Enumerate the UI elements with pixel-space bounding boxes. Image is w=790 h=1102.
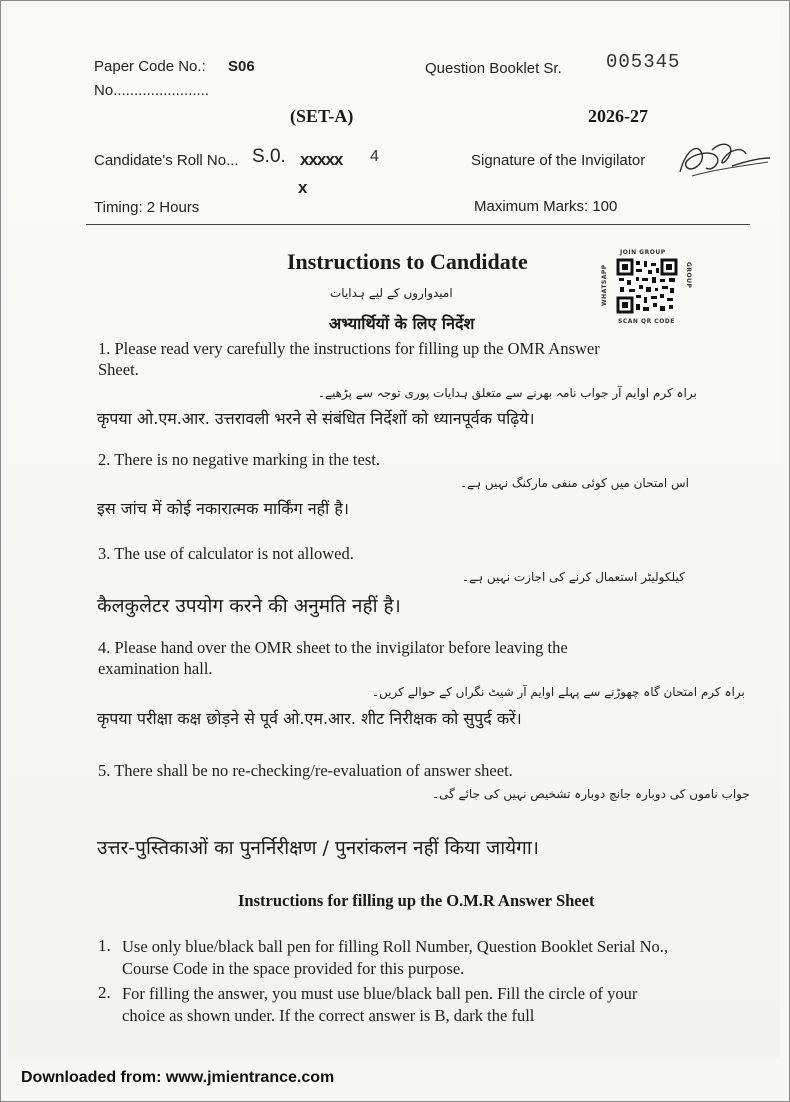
omr-section-heading: Instructions for filling up the O.M.R Answer Sheet — [238, 891, 595, 910]
booklet-serial: 005345 — [606, 51, 681, 73]
qr-top-text: JOIN GROUP — [620, 249, 666, 256]
qr-right-text: GROUP — [685, 262, 692, 289]
instruction-3-english: 3. The use of calculator is not allowed. — [98, 544, 354, 563]
instruction-1-english-line1: 1. Please read very carefully the instructions for filling up the OMR Answer — [98, 339, 600, 358]
roll-number-extra: x — [298, 178, 308, 197]
roll-number-label: Candidate's Roll No... — [94, 152, 239, 169]
qr-bottom-text: SCAN QR CODE — [618, 318, 675, 325]
instruction-4-english-line1: 4. Please hand over the OMR sheet to the invigilator before leaving the — [98, 638, 568, 657]
session-year: 2026-27 — [588, 106, 648, 126]
instruction-1-urdu: براہ کرم اوایم آر جواب نامہ بھرنے سے متعلق ہدایات پوری توجہ سے پڑھیے۔ — [318, 386, 697, 400]
instruction-5-urdu: جواب ناموں کی دوبارہ جانچ دوبارہ تشخیص نہیں کی جائے گی۔ — [432, 787, 750, 801]
instructions-title: Instructions to Candidate — [287, 249, 528, 274]
paper-code-value: S06 — [228, 58, 255, 75]
header-divider — [86, 224, 750, 225]
instructions-title-urdu: امیدواروں کے لیے ہدایات — [330, 286, 453, 300]
qr-left-text: WHATSAPP — [601, 264, 608, 306]
instruction-4-hindi: कृपया परीक्षा कक्ष छोड़ने से पूर्व ओ.एम.आर. शीट निरीक्षक को सुपुर्द करें। — [97, 709, 522, 728]
instruction-4-english-line2: examination hall. — [98, 659, 213, 678]
invigilator-signature-label: Signature of the Invigilator — [471, 152, 646, 169]
instruction-1-hindi: कृपया ओ.एम.आर. उत्तरावली भरने से संबंधित निर्देशों को ध्यानपूर्वक पढ़िये। — [97, 409, 535, 428]
instruction-2-urdu: اس امتحان میں کوئی منفی مارکنگ نہیں ہے۔ — [460, 476, 690, 490]
download-source: Downloaded from: www.jmientrance.com — [21, 1069, 335, 1086]
omr-item-1-text: Use only blue/black ball pen for filling Roll Number, Question Booklet Serial No., Course Code in the space provided for this purpose. — [122, 937, 669, 978]
paper-code-continuation: No....................... — [94, 82, 210, 99]
instruction-3-hindi: कैलकुलेटर उपयोग करने की अनुमति नहीं है। — [97, 595, 401, 617]
roll-number-masked: xxxxx — [300, 150, 343, 169]
qr-code — [616, 258, 678, 314]
omr-item-2-number: 2. — [98, 983, 111, 1002]
instruction-1-english-line2: Sheet. — [98, 360, 139, 379]
instruction-4-urdu: براہ کرم امتحان گاہ چھوڑنے سے پہلے اوایم آر شیٹ نگراں کے حوالے کریں۔ — [372, 685, 745, 699]
instruction-2-hindi: इस जांच में कोई नकारात्मक मार्किंग नहीं है। — [97, 499, 349, 518]
booklet-label: Question Booklet Sr. — [425, 60, 562, 77]
instructions-title-hindi: अभ्यार्थियों के लिए निर्देश — [329, 314, 475, 333]
timing: Timing: 2 Hours — [94, 199, 200, 216]
instruction-5-english: 5. There shall be no re-checking/re-evaluation of answer sheet. — [98, 761, 513, 780]
invigilator-signature — [672, 136, 772, 184]
instruction-3-urdu: کیلکولیٹر استعمال کرنے کی اجازت نہیں ہے۔ — [462, 570, 685, 584]
set-label: (SET-A) — [290, 106, 354, 126]
omr-item-2-text: For filling the answer, you must use blue/black ball pen. Fill the circle of your choice as shown under. If the correct answer is B, dark the full — [122, 984, 638, 1025]
roll-number-suffix: 4 — [370, 148, 379, 165]
omr-item-1-number: 1. — [98, 936, 111, 955]
instruction-2-english: 2. There is no negative marking in the test. — [98, 450, 380, 469]
instruction-5-hindi: उत्तर-पुस्तिकाओं का पुनर्निरीक्षण / पुनरांकलन नहीं किया जायेगा। — [97, 837, 539, 859]
paper-code-label: Paper Code No.: — [94, 58, 206, 75]
maximum-marks: Maximum Marks: 100 — [474, 198, 618, 215]
roll-number-prefix: S.0. — [252, 146, 286, 167]
